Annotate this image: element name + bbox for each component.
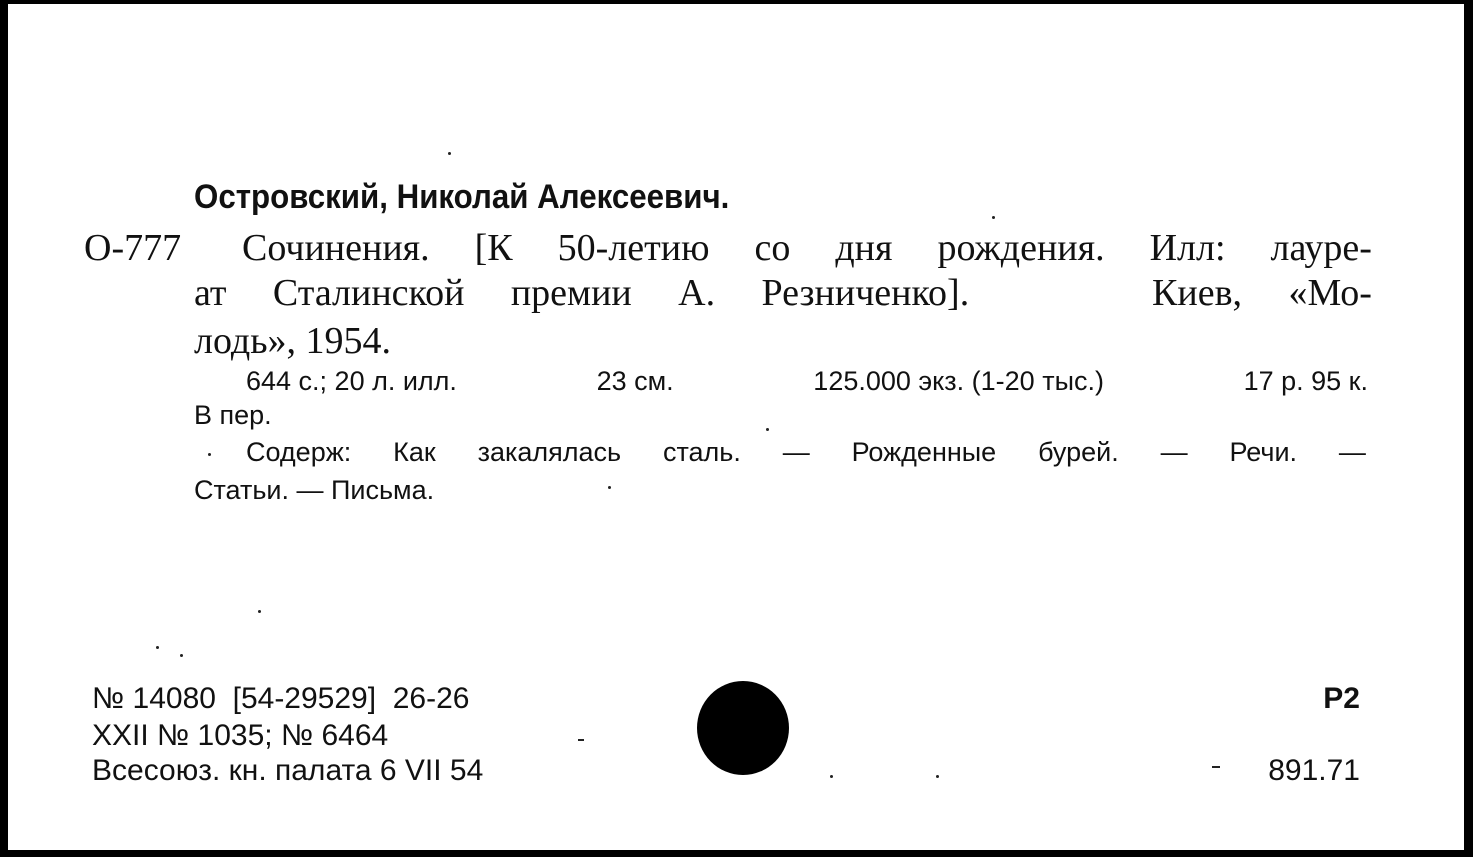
contents-word: Рожденные	[851, 437, 997, 467]
collation-size: 23 см.	[596, 366, 674, 396]
title-word: лодь»,	[194, 320, 297, 362]
title-word: Киев,	[1152, 272, 1243, 314]
title-word: ат	[194, 272, 227, 314]
dash-mark	[578, 739, 584, 741]
dust-speck	[608, 486, 611, 489]
dust-speck	[156, 646, 159, 649]
spacer	[1016, 274, 1106, 312]
title-word: рождения.	[937, 227, 1105, 269]
collation-price: 17 р. 95 к.	[1243, 366, 1368, 396]
contents-word: бурей.	[1038, 437, 1119, 467]
title-word: А.	[678, 272, 716, 314]
dust-speck	[180, 654, 183, 657]
dust-speck	[258, 610, 261, 613]
collation-pages: 644 с.; 20 л. илл.	[246, 366, 457, 396]
catalog-card	[8, 4, 1464, 850]
dust-speck	[992, 216, 995, 219]
contents-word: Содерж:	[246, 437, 352, 467]
title-word: «Мо-	[1288, 272, 1372, 314]
author-heading: Островский, Николай Алексеевич.	[194, 178, 730, 216]
dust-speck	[936, 775, 939, 778]
title-word: Сталинской	[272, 272, 465, 314]
dash-mark	[1212, 766, 1220, 768]
dust-speck	[208, 453, 211, 456]
title-word: премии	[510, 272, 632, 314]
title-line-1	[242, 229, 1372, 267]
binding-note: В пер.	[194, 400, 272, 430]
classification-code: Р2	[1323, 682, 1360, 715]
title-word: со	[754, 227, 791, 269]
dust-speck	[766, 428, 769, 431]
contents-line-1	[246, 439, 1366, 466]
title-line-3	[194, 322, 391, 360]
publisher-chamber: Всесоюз. кн. палата 6 VII 54	[92, 754, 484, 787]
title-word: 1954.	[305, 320, 392, 362]
title-word: [К	[474, 227, 513, 269]
title-word: Резниченко].	[761, 272, 970, 314]
contents-word: закалялась	[477, 437, 622, 467]
dust-speck	[448, 152, 451, 155]
contents-line-2: Статьи. — Письма.	[194, 475, 435, 505]
title-word: 50-летию	[557, 227, 710, 269]
title-word: дня	[835, 227, 893, 269]
title-word: лауре-	[1270, 227, 1372, 269]
registration-number: № 14080 [54-29529] 26-26	[92, 682, 470, 715]
contents-word: —	[1338, 437, 1366, 467]
contents-word: —	[1160, 437, 1188, 467]
collation-print-run: 125.000 экз. (1-20 тыс.)	[813, 366, 1104, 396]
contents-word: —	[782, 437, 810, 467]
title-word: Сочинения.	[242, 227, 430, 269]
udc-code: 891.71	[1268, 754, 1360, 787]
call-number: О-777	[84, 227, 182, 269]
contents-word: Как	[393, 437, 436, 467]
contents-word: Речи.	[1229, 437, 1298, 467]
collation-line	[246, 368, 1368, 395]
dust-speck	[830, 775, 833, 778]
punch-hole	[697, 681, 789, 775]
catalog-reference: XXII № 1035; № 6464	[92, 719, 389, 752]
contents-word: сталь.	[662, 437, 741, 467]
title-line-2	[194, 274, 1372, 312]
title-word: Илл:	[1149, 227, 1226, 269]
